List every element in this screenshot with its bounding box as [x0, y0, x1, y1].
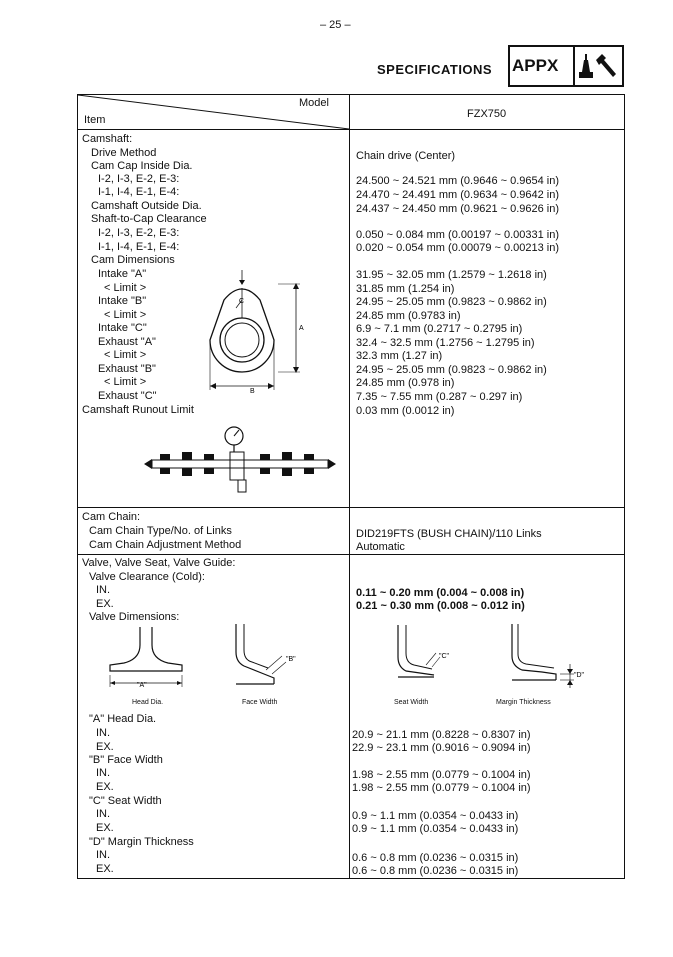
cam-cap-label: Cam Cap Inside Dia. [91, 160, 193, 172]
valve-head-dia-diagram [104, 625, 188, 695]
cam-dimensions-label: Cam Dimensions [91, 254, 175, 266]
cam-lobe-diagram [198, 270, 310, 398]
fig-label-c: C [239, 298, 245, 305]
valve-clearance-in-label: IN. [96, 584, 111, 596]
runout-label: Camshaft Runout Limit [82, 404, 194, 416]
clearance-label: Shaft-to-Cap Clearance [91, 213, 207, 225]
camshaft-title: Camshaft: [82, 133, 133, 145]
chain-type-label: Cam Chain Type/No. of Links [89, 525, 232, 537]
valve-face-width-diagram [224, 622, 314, 692]
camshaft-runout-diagram [140, 422, 340, 497]
valve-dimensions-label: Valve Dimensions: [89, 611, 180, 623]
fig-label-a: A [299, 325, 304, 332]
group-title: "C" Seat Width [89, 795, 162, 807]
group-in-label: IN. [96, 808, 111, 820]
valve-clearance-ex-value: 0.21 ~ 0.30 mm (0.008 ~ 0.012 in) [356, 600, 525, 612]
dim-label: < Limit > [104, 376, 147, 388]
dim-value: 24.85 mm (0.978 in) [356, 377, 455, 389]
fig-letter-b: "B" [286, 656, 296, 663]
header-item: Item [84, 114, 106, 126]
dim-label: < Limit > [104, 349, 147, 361]
chain-adjust-label: Cam Chain Adjustment Method [89, 539, 242, 551]
drive-method-value: Chain drive (Center) [356, 150, 456, 162]
value-column-stub [349, 554, 350, 624]
dim-label: Exhaust "B" [98, 363, 156, 375]
outside-dia-value: 24.437 ~ 24.450 mm (0.9621 ~ 0.9626 in) [356, 203, 560, 215]
cam-cap-sub1-value: 24.500 ~ 24.521 mm (0.9646 ~ 0.9654 in) [356, 175, 560, 187]
dim-value: 24.85 mm (0.9783 in) [356, 310, 461, 322]
dim-value: 24.95 ~ 25.05 mm (0.9823 ~ 0.9862 in) [356, 296, 547, 308]
group-in-value: 20.9 ~ 21.1 mm (0.8228 ~ 0.8307 in) [352, 729, 531, 741]
group-in-label: IN. [96, 767, 111, 779]
dim-value: 32.4 ~ 32.5 mm (1.2756 ~ 1.2795 in) [356, 337, 535, 349]
dim-label: < Limit > [104, 309, 147, 321]
dim-value: 32.3 mm (1.27 in) [356, 350, 443, 362]
dim-value: 24.95 ~ 25.05 mm (0.9823 ~ 0.9862 in) [356, 364, 547, 376]
dim-label: < Limit > [104, 282, 147, 294]
valve-margin-thickness-diagram [494, 622, 594, 688]
caption-face-width: Face Width [242, 699, 278, 706]
cam-cap-sub1: I-2, I-3, E-2, E-3: [98, 173, 180, 185]
appx-badge-label: APPX [512, 56, 559, 75]
clearance-sub1: I-2, I-3, E-2, E-3: [98, 227, 180, 239]
dim-label: Intake "B" [98, 295, 147, 307]
group-title: "D" Margin Thickness [89, 836, 194, 848]
section-title: SPECIFICATIONS [377, 62, 493, 77]
valve-clearance-ex-label: EX. [96, 598, 114, 610]
outside-dia-label: Camshaft Outside Dia. [91, 200, 202, 212]
chain-adjust-value: Automatic [356, 541, 405, 553]
header-model: Model [299, 97, 329, 109]
group-ex-value: 1.98 ~ 2.55 mm (0.0779 ~ 0.1004 in) [352, 782, 531, 794]
group-ex-value: 22.9 ~ 23.1 mm (0.9016 ~ 0.9094 in) [352, 742, 531, 754]
group-ex-label: EX. [96, 863, 114, 875]
caption-seat-width: Seat Width [394, 699, 429, 706]
header-fzx750: FZX750 [467, 108, 507, 120]
cam-cap-sub2-value: 24.470 ~ 24.491 mm (0.9634 ~ 0.9642 in) [356, 189, 560, 201]
dim-value: 31.95 ~ 32.05 mm (1.2579 ~ 1.2618 in) [356, 269, 547, 281]
group-in-label: IN. [96, 727, 111, 739]
fig-letter-d: "D" [574, 672, 585, 679]
dim-value: 31.85 mm (1.254 in) [356, 283, 455, 295]
group-in-value: 1.98 ~ 2.55 mm (0.0779 ~ 0.1004 in) [352, 769, 531, 781]
valve-clearance-label: Valve Clearance (Cold): [89, 571, 205, 583]
fig-letter-c: "C" [439, 653, 450, 660]
group-in-value: 0.6 ~ 0.8 mm (0.0236 ~ 0.0315 in) [352, 852, 519, 864]
valve-title: Valve, Valve Seat, Valve Guide: [82, 557, 236, 569]
dim-label: Exhaust "C" [98, 390, 157, 402]
clearance-sub2: I-1, I-4, E-1, E-4: [98, 241, 180, 253]
page-number: – 25 – [320, 19, 351, 31]
group-in-value: 0.9 ~ 1.1 mm (0.0354 ~ 0.0433 in) [352, 810, 519, 822]
group-ex-value: 0.6 ~ 0.8 mm (0.0236 ~ 0.0315 in) [352, 865, 519, 877]
valve-clearance-in-value: 0.11 ~ 0.20 mm (0.004 ~ 0.008 in) [356, 587, 525, 599]
group-ex-label: EX. [96, 781, 114, 793]
group-title: "A" Head Dia. [89, 713, 157, 725]
dim-value: 6.9 ~ 7.1 mm (0.2717 ~ 0.2795 in) [356, 323, 523, 335]
caption-head-dia: Head Dia. [132, 699, 164, 706]
caption-margin-thickness: Margin Thickness [496, 699, 551, 706]
group-ex-label: EX. [96, 822, 114, 834]
cam-cap-sub2: I-1, I-4, E-1, E-4: [98, 186, 180, 198]
chain-type-value: DID219FTS (BUSH CHAIN)/110 Links [356, 528, 542, 540]
group-title: "B" Face Width [89, 754, 163, 766]
group-ex-value: 0.9 ~ 1.1 mm (0.0354 ~ 0.0433 in) [352, 823, 519, 835]
dim-value: 7.35 ~ 7.55 mm (0.287 ~ 0.297 in) [356, 391, 523, 403]
runout-value: 0.03 mm (0.0012 in) [356, 405, 455, 417]
drive-method-label: Drive Method [91, 147, 157, 159]
group-in-label: IN. [96, 849, 111, 861]
valve-seat-width-diagram [384, 623, 468, 687]
clearance-sub1-value: 0.050 ~ 0.084 mm (0.00197 ~ 0.00331 in) [356, 229, 560, 241]
dim-label: Intake "A" [98, 268, 147, 280]
fig-label-b: B [250, 388, 255, 395]
fig-letter-a: "A" [137, 682, 147, 689]
dim-label: Exhaust "A" [98, 336, 156, 348]
value-column-lower [349, 712, 350, 879]
dim-label: Intake "C" [98, 322, 147, 334]
group-ex-label: EX. [96, 741, 114, 753]
wrench-tool-icon [576, 50, 622, 82]
cam-chain-title: Cam Chain: [82, 511, 141, 523]
clearance-sub2-value: 0.020 ~ 0.054 mm (0.00079 ~ 0.00213 in) [356, 242, 560, 254]
